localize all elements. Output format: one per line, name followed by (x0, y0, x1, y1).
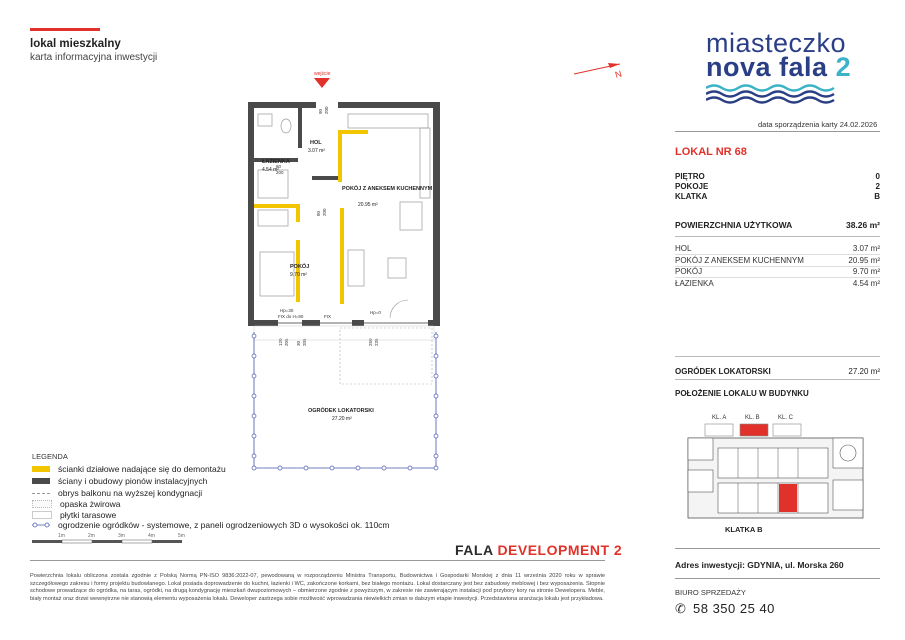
svg-text:80: 80 (276, 164, 282, 169)
sales-divider (675, 578, 880, 579)
svg-text:FIX: FIX (324, 314, 332, 319)
page-subtitle: karta informacyjna inwestycji (30, 52, 158, 63)
svg-text:27.20 m²: 27.20 m² (332, 416, 352, 422)
svg-text:HOL: HOL (310, 140, 322, 146)
svg-text:FIX do H=90: FIX do H=90 (278, 314, 304, 319)
svg-text:90: 90 (318, 108, 323, 114)
developer-name: FALA DEVELOPMENT 2 (455, 542, 623, 558)
legend-item-gravel: opaska żwirowa (32, 499, 120, 509)
top-left-accent-bar (30, 28, 100, 31)
svg-text:Hp=0: Hp=0 (370, 310, 381, 315)
svg-text:200: 200 (276, 170, 284, 175)
garden-divider (675, 356, 880, 357)
kl-a-label: KL. A (712, 415, 727, 421)
svg-text:205: 205 (284, 338, 289, 346)
area-row-living: POKÓJ Z ANEKSEM KUCHENNYM 20.95 m² (675, 256, 880, 265)
svg-text:5m: 5m (178, 533, 185, 539)
svg-text:1m: 1m (58, 533, 65, 539)
sales-phone: 58 350 25 40 (693, 601, 775, 616)
compass-north-icon (572, 58, 632, 80)
legend-item-tiles: płytki tarasowe (32, 510, 116, 520)
brand-logo-line2 (706, 52, 851, 83)
building-position-plan (683, 408, 873, 538)
floor-plan (240, 66, 460, 486)
footer-rule (30, 560, 605, 561)
svg-text:3.07 m²: 3.07 m² (308, 148, 325, 154)
legend-item-demountable: ścianki działowe nadające się do demontażu (32, 464, 226, 474)
position-divider (675, 379, 880, 380)
legend-item-balcony: obrys balkonu na wyższej kondygnacji (32, 488, 202, 498)
phone-icon: ✆ (675, 601, 686, 616)
info-row-rooms: POKOJE 2 (675, 182, 880, 191)
page-title: lokal mieszkalny (30, 38, 121, 50)
card-date: data sporządzenia karty 24.02.2026 (758, 120, 878, 129)
kl-b-label: KL. B (745, 415, 760, 421)
svg-text:80: 80 (316, 210, 321, 216)
brand-logo-line1: miasteczko (706, 28, 847, 58)
info-row-staircase: KLATKA B (675, 192, 880, 201)
svg-text:N: N (613, 68, 623, 80)
info-row-floor: PIĘTRO 0 (675, 172, 880, 181)
klatka-label: KLATKA B (725, 525, 763, 534)
entrance-arrow-icon (314, 78, 330, 88)
svg-text:POKÓJ: POKÓJ (290, 264, 310, 270)
scale-bar (30, 529, 230, 547)
svg-text:POKÓJ Z ANEKSEM KUCHENNYM: POKÓJ Z ANEKSEM KUCHENNYM (342, 186, 433, 192)
svg-text:20.95 m²: 20.95 m² (358, 202, 378, 208)
area-row-bathroom: ŁAZIENKA 4.54 m² (675, 279, 880, 288)
svg-text:120: 120 (278, 338, 283, 346)
legend-title: LEGENDA (32, 452, 68, 461)
svg-text:200: 200 (324, 106, 329, 114)
svg-text:OGRÓDEK LOKATORSKI: OGRÓDEK LOKATORSKI (308, 408, 374, 414)
legend-item-walls: ściany i obudowy pionów instalacyjnych (32, 476, 207, 486)
position-title: POŁOŻENIE LOKALU W BUDYNKU (675, 389, 809, 398)
unit-title: LOKAL NR 68 (675, 146, 747, 158)
svg-text:Hp=30: Hp=30 (280, 308, 294, 313)
entrance-label: wejście (314, 71, 331, 77)
svg-text:4m: 4m (148, 533, 155, 539)
svg-text:205: 205 (302, 338, 307, 346)
area-divider (675, 254, 880, 255)
total-area-divider (675, 236, 880, 237)
address-divider (675, 548, 880, 549)
brand-logo-text: nova fala (706, 52, 828, 82)
svg-text:2m: 2m (88, 533, 95, 539)
sales-label: BIURO SPRZEDAŻY (675, 588, 746, 597)
svg-text:30: 30 (296, 340, 301, 346)
svg-text:4.54 m²: 4.54 m² (262, 167, 279, 173)
total-area-row: POWIERZCHNIA UŻYTKOWA 38.26 m² (675, 220, 880, 230)
svg-text:ŁAZIENKA: ŁAZIENKA (262, 159, 290, 165)
right-rule (675, 131, 880, 132)
area-row-room: POKÓJ 9.70 m² (675, 267, 880, 276)
svg-text:250: 250 (368, 338, 373, 346)
svg-text:3m: 3m (118, 533, 125, 539)
investment-address: Adres inwestycji: GDYNIA, ul. Morska 260 (675, 560, 844, 570)
svg-text:235: 235 (374, 338, 379, 346)
svg-text:200: 200 (322, 208, 327, 216)
brand-logo-number: 2 (835, 52, 852, 82)
brand-waves-icon (706, 84, 840, 104)
footnote-text: Powierzchnia lokalu obliczona zostala zgodnie z Polską Normą PN-ISO 9836:2022-07, pewodowaną w rozporządzeniu Ministra Transportu, Budownictwa i Gospodarki Morskiej z dnia 11 września 2020 roku w sprawie szczegółowego zakresu i formy projektu budowlanego. Lokal posiada doprowadzenie do kuchni, łazienki i WC, zakończone korkami, bez białego montażu. Lokal dostarczany jest bez zabudowy meblowej i bez wyposażenia. Stopnie schodowe prowadzące do ogródka, na taras, ogródki, na drugą kondygnację mieszkań dwupoziomowych – obmierzone zgodnie z powyższym, w zakresie nie zawierającym instalacji pod przybory kory na stronie Dewelopera. Meble, biały montaż oraz drzwi wewnętrzne nie stanowią elementu wyposażenia lokalu. Deweloper zastrzega sobie możliwość wprowadzania niewielkich zmian w dalszym etapie inwestycji. Przedstawiona aranżacja lokalu jest przykładowa. (30, 573, 605, 602)
svg-text:9.70 m²: 9.70 m² (290, 272, 307, 278)
garden-row: OGRÓDEK LOKATORSKI 27.20 m² (675, 367, 880, 376)
kl-c-label: KL. C (778, 415, 794, 421)
legend-item-fence: ogrodzenie ogródków - systemowe, z paneli ogrodzeniowych 3D o wysokości ok. 110cm (32, 520, 390, 530)
area-row-hol: HOL 3.07 m² (675, 244, 880, 253)
area-divider (675, 277, 880, 278)
